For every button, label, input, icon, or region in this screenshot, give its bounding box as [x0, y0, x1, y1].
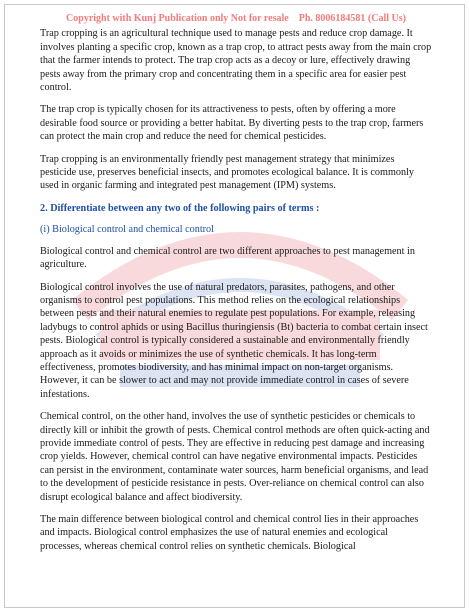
paragraph: Trap cropping is an environmentally friendly pest management strategy that minimizes pesticide use, preserves beneficial insects, and promotes ecological balance. It is commonly used in organic farming and integrated pest management (IPM) systems. [40, 153, 414, 192]
paragraph: The trap crop is typically chosen for its attractiveness to pests, often by offering a more desirable food source or providing a better habitat. By diverting pests to the trap crop, farmers can protect the main crop and reduce the need for chemical pesticides. [40, 104, 424, 143]
page-content [40, 12, 432, 562]
paragraph: The main difference between biological control and chemical control lies in their approaches and impacts. Biological control emphasizes the use of natural enemies and ecological processes, whereas chemical control relies on synthetic chemicals. Biological [40, 514, 419, 552]
copyright-banner [40, 12, 432, 25]
paragraph: Chemical control, on the other hand, involves the use of synthetic pesticides or chemicals to directly kill or inhibit the growth of pests. Chemical control methods are often quick-acting and provide immediate control of pests. They are effective in reducing pest damage and increasing crop yields. However, chemical control can have negative environmental impacts. Pesticides can persist in the environment, contaminate water sources, harm beneficial organisms, and lead to the development of pesticide resistance in pests. Over-reliance on chemical control can also disrupt ecological balance and affect biodiversity. [40, 411, 430, 503]
paragraph: Biological control involves the use of natural predators, parasites, pathogens, and other organisms to control pest populations. This method relies on the ecological relationships between pests and their natural enemies to regulate pest populations. For example, releasing ladybugs to control aphids or using Bacillus thuringiensis (Bt) bacteria to combat certain insect pests. Biological control is typically considered a sustainable and environmentally friendly approach as it avoids or minimizes the use of synthetic chemicals. It has long-term effectiveness, promotes biodiversity, and has minimal impact on non-target organisms. However, it can be slower to act and may not provide immediate control in cases of severe infestations. [40, 281, 428, 400]
copyright-text: Copyright with Kunj Publication only Not for resale [66, 13, 289, 24]
sub-heading: (i) Biological control and chemical control [40, 224, 214, 236]
paragraph: Trap cropping is an agricultural technique used to manage pests and reduce crop damage. It involves planting a specific crop, known as a trap crop, to attract pests away from the main crop that the farmer intends to protect. The trap crop acts as a decoy or lure, effectively drawing pests away from the primary crop and concentrating them in a specific area for easier pest control. [40, 28, 432, 94]
phone-text: Ph. 8006184581 (Call Us) [298, 13, 406, 24]
paragraph: Biological control and chemical control are two different approaches to pest management in agriculture. [40, 245, 415, 271]
question-heading: 2. Differentiate between any two of the following pairs of terms : [40, 202, 320, 214]
